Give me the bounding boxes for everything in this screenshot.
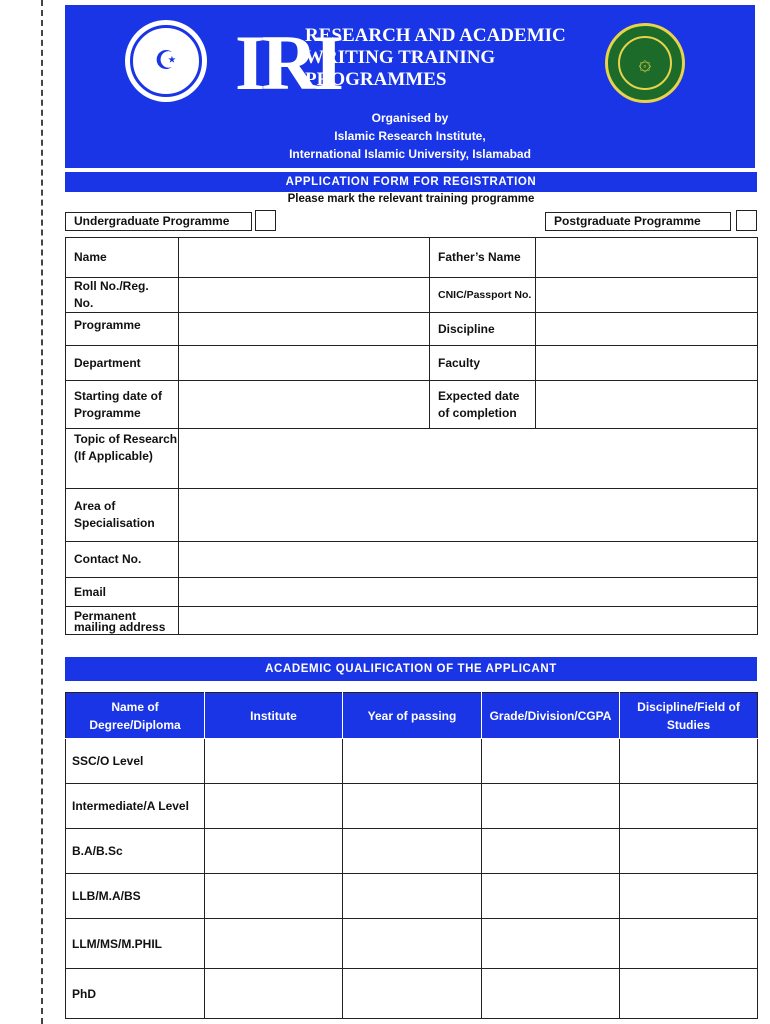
header-banner	[65, 5, 755, 168]
title-line: RESEARCH AND ACADEMIC	[305, 25, 566, 46]
table-row	[66, 829, 758, 874]
degree-ba: B.A/B.Sc	[66, 829, 205, 874]
institute-cell[interactable]	[205, 784, 343, 829]
label-line: Expected date	[438, 388, 520, 403]
discipline-label: Discipline	[430, 313, 536, 346]
title-line: WRITING TRAINING	[305, 47, 496, 68]
instruction-text: Please mark the relevant training programme	[287, 193, 535, 205]
institute-seal-logo	[605, 23, 685, 103]
organiser-institute: Islamic Research Institute,	[334, 129, 486, 143]
programme-field[interactable]	[179, 313, 430, 346]
discipline-cell[interactable]	[620, 829, 758, 874]
organiser-block	[65, 109, 755, 163]
header-line: Studies	[666, 717, 711, 732]
qualification-table	[65, 692, 758, 1019]
degree-ssc: SSC/O Level	[66, 739, 205, 784]
header-line: Degree/Diploma	[89, 717, 181, 732]
programme-label: Programme	[66, 313, 179, 346]
area-label	[66, 489, 179, 542]
label-line: Specialisation	[74, 516, 155, 530]
table-row	[66, 784, 758, 829]
topic-label	[66, 429, 179, 489]
address-field[interactable]	[179, 607, 758, 635]
degree-phd: PhD	[66, 969, 205, 1019]
discipline-cell[interactable]	[620, 739, 758, 784]
institute-cell[interactable]	[205, 874, 343, 919]
label-line: Permanent	[74, 609, 137, 623]
discipline-cell[interactable]	[620, 969, 758, 1019]
undergraduate-label: Undergraduate Programme	[65, 212, 252, 231]
expected-date-field[interactable]	[536, 381, 758, 429]
year-cell[interactable]	[343, 919, 482, 969]
roll-no-label: Roll No./Reg. No.	[66, 278, 179, 313]
header-grade: Grade/Division/CGPA	[482, 693, 620, 739]
label-line: mailing address	[74, 620, 166, 634]
table-row	[66, 874, 758, 919]
label-line: (If Applicable)	[74, 449, 153, 463]
roll-no-field[interactable]	[179, 278, 430, 313]
contact-field[interactable]	[179, 542, 758, 578]
university-seal-logo	[125, 20, 207, 102]
label-line: Programme	[74, 405, 141, 420]
degree-intermediate: Intermediate/A Level	[66, 784, 205, 829]
postgraduate-label: Postgraduate Programme	[545, 212, 731, 231]
year-cell[interactable]	[343, 874, 482, 919]
table-row	[66, 969, 758, 1019]
discipline-cell[interactable]	[620, 784, 758, 829]
fathers-name-label: Father’s Name	[430, 238, 536, 278]
grade-cell[interactable]	[482, 969, 620, 1019]
applicant-info-table	[65, 237, 758, 635]
degree-llb: LLB/M.A/BS	[66, 874, 205, 919]
institute-cell[interactable]	[205, 739, 343, 784]
registration-section-title: APPLICATION FORM FOR REGISTRATION	[65, 172, 757, 192]
header-discipline	[620, 693, 758, 739]
institute-cell[interactable]	[205, 969, 343, 1019]
name-field[interactable]	[179, 238, 430, 278]
degree-llm: LLM/MS/M.PHIL	[66, 919, 205, 969]
department-field[interactable]	[179, 346, 430, 381]
expected-date-label	[430, 381, 536, 429]
qualification-section-title: ACADEMIC QUALIFICATION OF THE APPLICANT	[65, 657, 757, 681]
iri-logo: IRI	[235, 19, 341, 106]
undergraduate-checkbox[interactable]	[255, 210, 276, 231]
header-degree	[66, 693, 205, 739]
grade-cell[interactable]	[482, 829, 620, 874]
faculty-label: Faculty	[430, 346, 536, 381]
email-label: Email	[66, 578, 179, 607]
institute-cell[interactable]	[205, 829, 343, 874]
table-row	[66, 919, 758, 969]
grade-cell[interactable]	[482, 874, 620, 919]
year-cell[interactable]	[343, 739, 482, 784]
year-cell[interactable]	[343, 784, 482, 829]
area-field[interactable]	[179, 489, 758, 542]
grade-cell[interactable]	[482, 739, 620, 784]
email-field[interactable]	[179, 578, 758, 607]
starting-date-label	[66, 381, 179, 429]
fathers-name-field[interactable]	[536, 238, 758, 278]
label-line: of completion	[438, 405, 517, 420]
cut-line	[41, 0, 43, 1024]
institute-cell[interactable]	[205, 919, 343, 969]
year-cell[interactable]	[343, 829, 482, 874]
cnic-field[interactable]	[536, 278, 758, 313]
university-seal-icon: ☪	[130, 25, 202, 97]
header-line: Discipline/Field of	[637, 699, 740, 714]
organised-by: Organised by	[371, 111, 449, 125]
name-label: Name	[66, 238, 179, 278]
address-label	[66, 607, 179, 635]
discipline-cell[interactable]	[620, 874, 758, 919]
starting-date-field[interactable]	[179, 381, 430, 429]
title-line: PROGRAMMES	[305, 69, 447, 90]
programme-title	[305, 25, 605, 91]
header-line: Name of	[111, 699, 159, 714]
grade-cell[interactable]	[482, 784, 620, 829]
discipline-field[interactable]	[536, 313, 758, 346]
department-label: Department	[66, 346, 179, 381]
faculty-field[interactable]	[536, 346, 758, 381]
label-line: Topic of Research	[74, 432, 178, 446]
cnic-label: CNIC/Passport No.	[430, 278, 536, 313]
header-year: Year of passing	[343, 693, 482, 739]
table-row	[66, 739, 758, 784]
postgraduate-checkbox[interactable]	[736, 210, 757, 231]
institute-seal-icon: ۞	[618, 36, 672, 90]
year-cell[interactable]	[343, 969, 482, 1019]
label-line: Starting date of	[74, 388, 163, 403]
header-institute: Institute	[205, 693, 343, 739]
discipline-cell[interactable]	[620, 919, 758, 969]
label-line: Area of	[74, 499, 116, 513]
topic-field[interactable]	[179, 429, 758, 489]
grade-cell[interactable]	[482, 919, 620, 969]
contact-label: Contact No.	[66, 542, 179, 578]
organiser-university: International Islamic University, Islamabad	[289, 147, 531, 161]
